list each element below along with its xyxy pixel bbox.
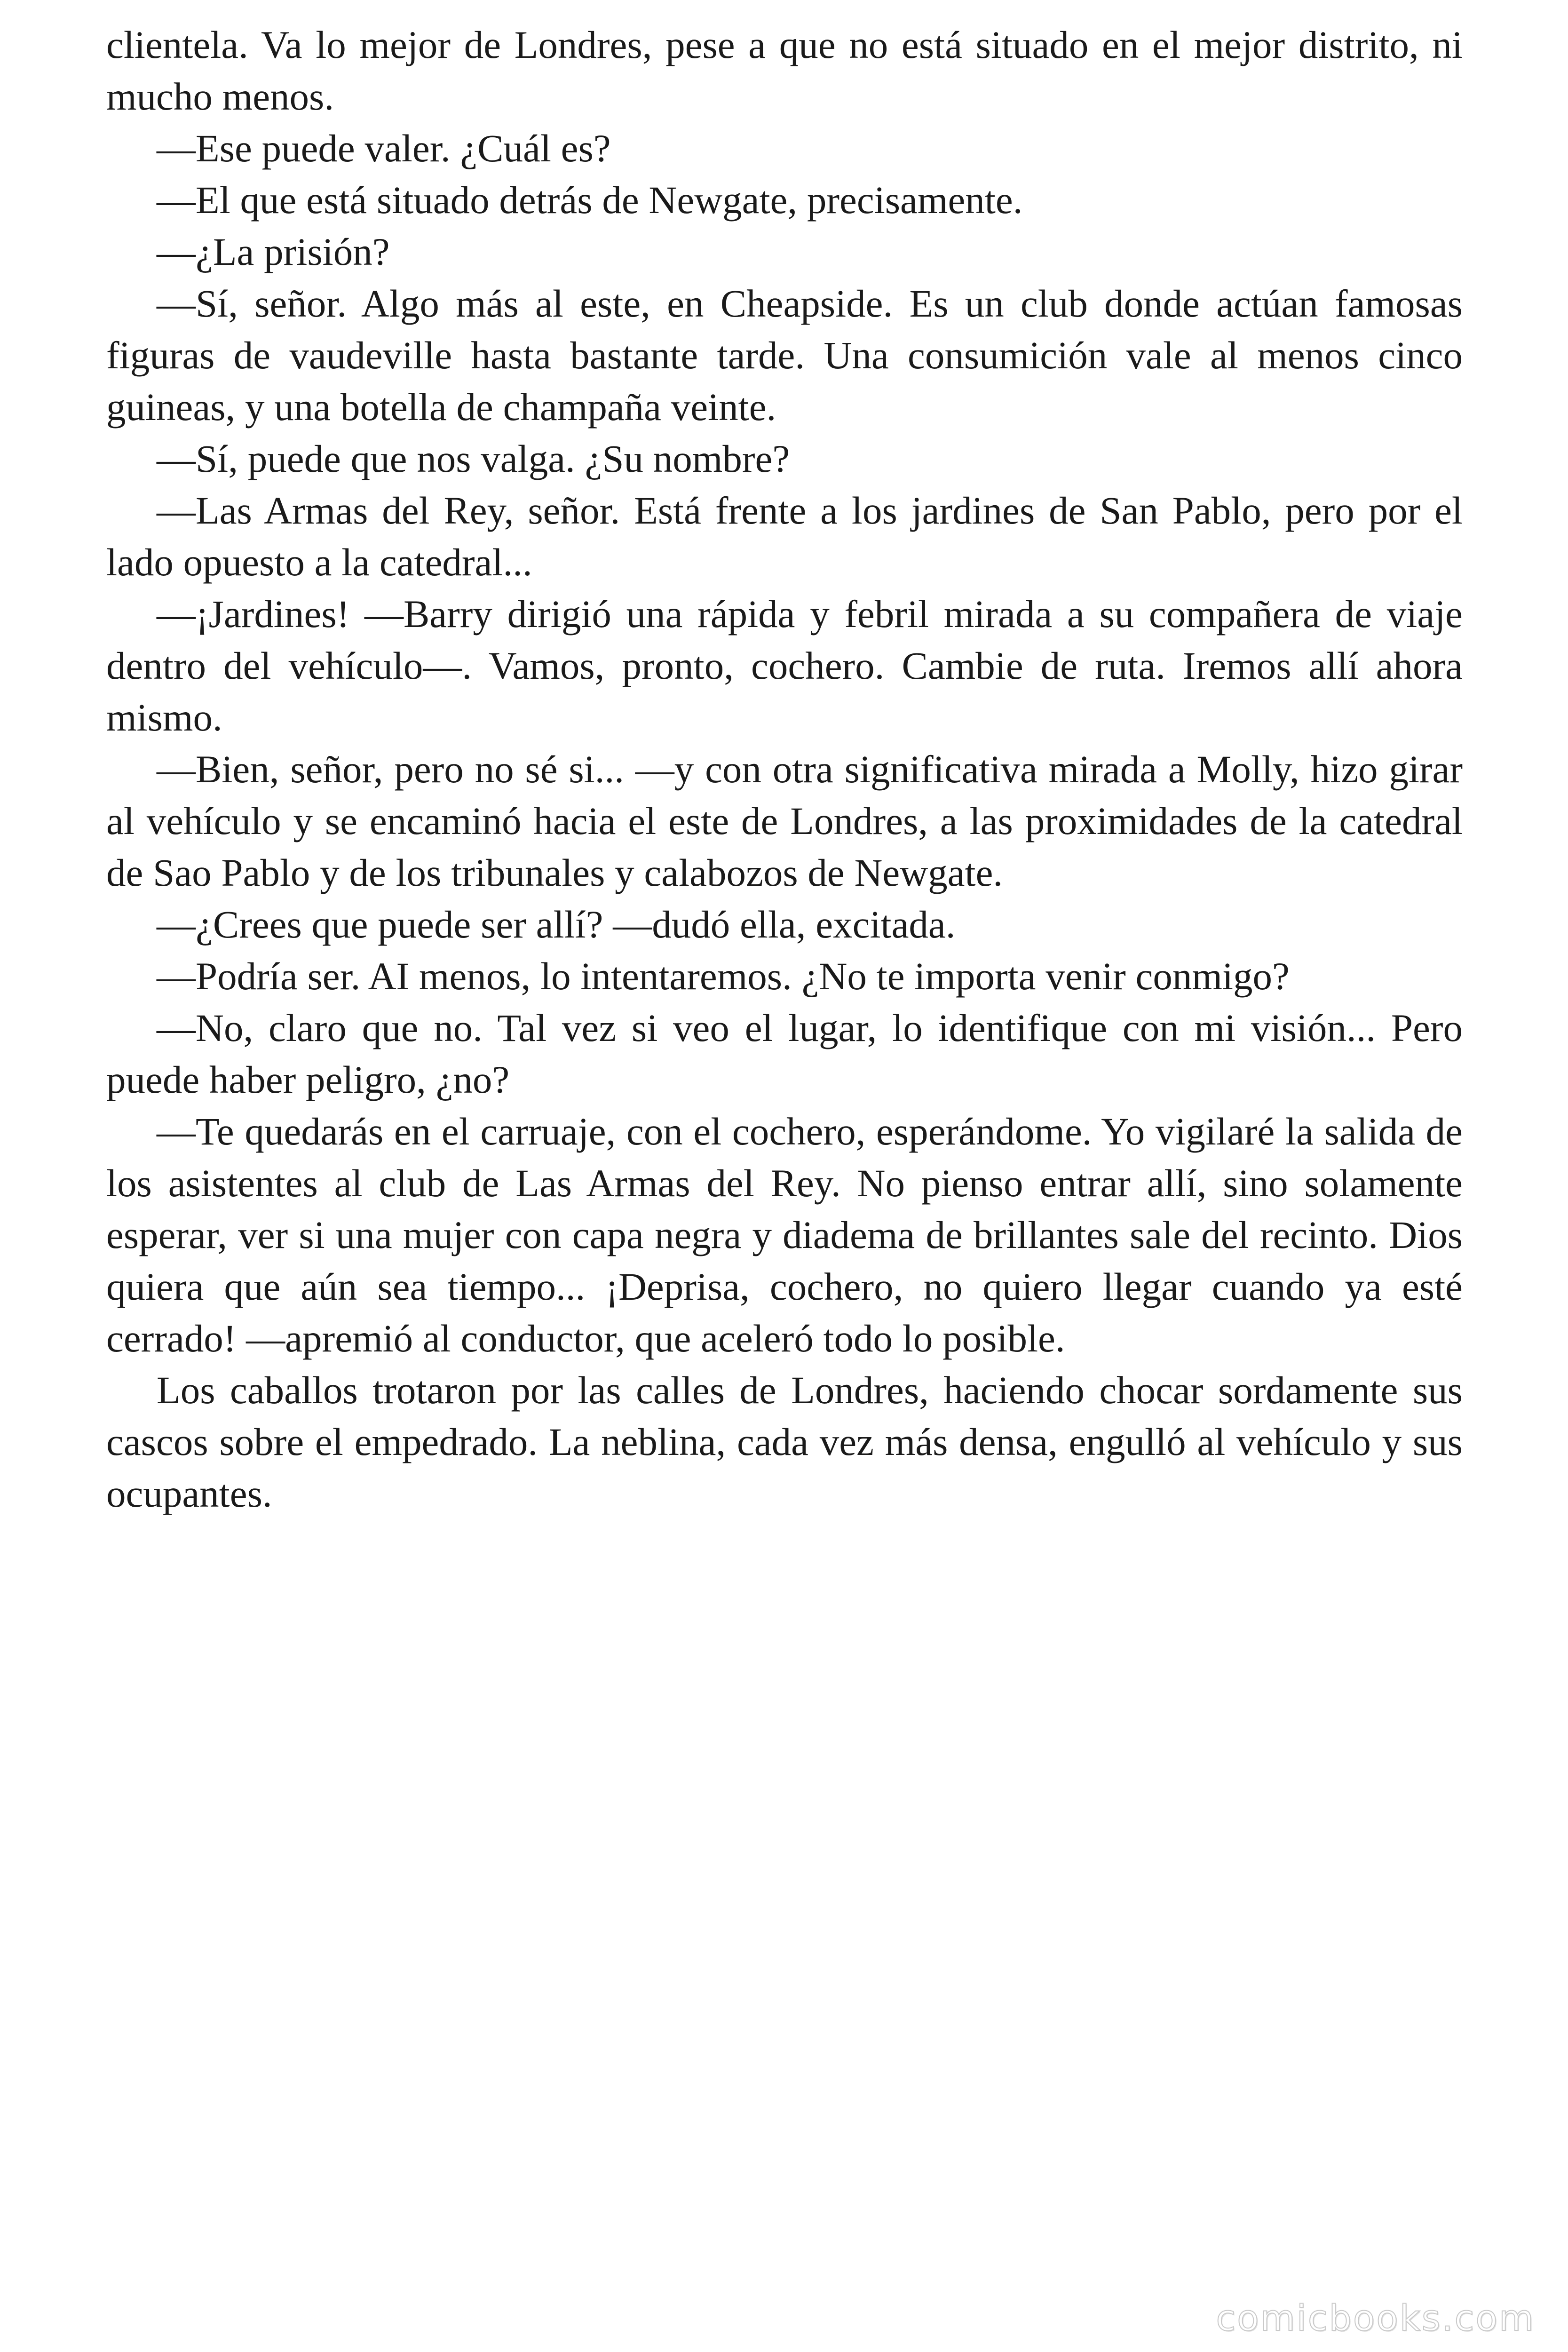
paragraph: —Bien, señor, pero no sé si... —y con otra significativa mirada a Molly, hizo girar al vehículo y se encaminó hacia el este de Londres, a las proximidades de la catedral de Sao Pablo y de los tribunales y calabozos de Newgate. <box>106 747 1463 894</box>
paragraph: —Las Armas del Rey, señor. Está frente a los jardines de San Pablo, pero por el lado opuesto a la catedral... <box>106 489 1463 584</box>
paragraph: —Ese puede valer. ¿Cuál es? <box>157 127 611 170</box>
paragraph: —¡Jardines! —Barry dirigió una rápida y febril mirada a su compañera de viaje dentro del vehículo—. Vamos, pronto, cochero. Cambie de ruta. Iremos allí ahora mismo. <box>106 592 1463 739</box>
page-text <box>106 19 1463 1519</box>
watermark: comicbooks.com <box>1216 2297 1535 2339</box>
paragraph: clientela. Va lo mejor de Londres, pese a que no está situado en el mejor distrito, ni mucho menos. <box>106 23 1463 118</box>
paragraph: —Podría ser. AI menos, lo intentaremos. ¿No te importa venir conmigo? <box>157 954 1290 998</box>
paragraph: —¿La prisión? <box>157 230 390 273</box>
paragraph: —No, claro que no. Tal vez si veo el lugar, lo identifique con mi visión... Pero puede haber peligro, ¿no? <box>106 1006 1463 1101</box>
paragraph: Los caballos trotaron por las calles de Londres, haciendo chocar sordamente sus cascos sobre el empedrado. La neblina, cada vez más densa, engulló al vehículo y sus ocupantes. <box>106 1368 1463 1515</box>
paragraph: —Sí, puede que nos valga. ¿Su nombre? <box>157 437 790 480</box>
paragraph: —¿Crees que puede ser allí? —dudó ella, excitada. <box>157 903 956 946</box>
paragraph: —Te quedarás en el carruaje, con el cochero, esperándome. Yo vigilaré la salida de los asistentes al club de Las Armas del Rey. No pienso entrar allí, sino solamente esperar, ver si una mujer con capa negra y diadema de brillantes sale del recinto. Dios quiera que aún sea tiempo... ¡Deprisa, cochero, no quiero llegar cuando ya esté cerrado! —apremió al conductor, que aceleró todo lo posible. <box>106 1110 1463 1360</box>
paragraph: —Sí, señor. Algo más al este, en Cheapside. Es un club donde actúan famosas figuras de vaudeville hasta bastante tarde. Una consumición vale al menos cinco guineas, y una botella de champaña veinte. <box>106 282 1463 429</box>
paragraph: —El que está situado detrás de Newgate, precisamente. <box>157 178 1023 222</box>
